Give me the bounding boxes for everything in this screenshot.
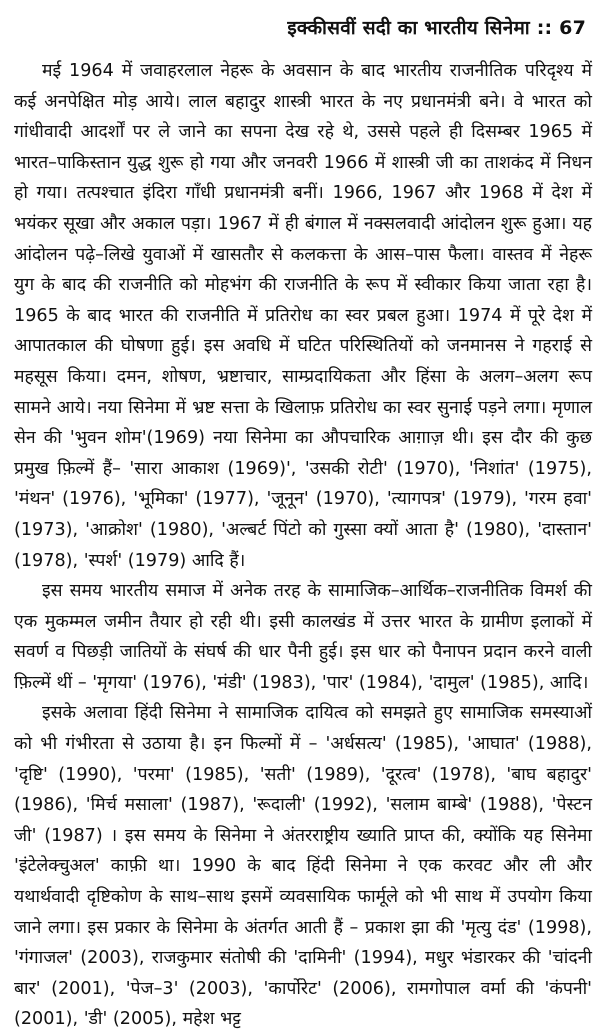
paragraph-social-issues-cinema: इसके अलावा हिंदी सिनेमा ने सामाजिक दायित्व को समझते हुए सामाजिक समस्याओं को भी गंभीरता से उठाया है। इन फिल्मों में – 'अर्धसत्य' (1985), 'आघात' (1988), 'दृष्टि' (1990), 'परमा' (1985), 'सती' (1989), 'दूरत्व' (1978), 'बाघ बहादुर' (1986), 'मिर्च मसाला' (1987), 'रूदाली' (1992), 'सलाम बाम्बे' (1988), 'पेस्टन जी' (1987) । इस समय के सिनेमा ने अंतरराष्ट्रीय ख्याति प्राप्त की, क्योंकि यह सिनेमा 'इंटेलेक्चुअल' काफ़ी था। 1990 के बाद हिंदी सिनेमा ने एक करवट और ली और यथार्थवादी दृष्टिकोण के साथ–साथ इसमें व्यवसायिक फार्मूले को भी साथ में उपयोग किया जाने लगा। इस प्रकार के सिनेमा के अंतर्गत आती हैं – प्रकाश झा की 'मृत्यु दंड' (1998), 'गंगाजल' (2003), राजकुमार संतोषी की 'दामिनी' (1994), मधुर भंडारकर की 'चांदनी बार' (2001), 'पेज–3' (2003), 'कार्पोरेट' (2006), रामगोपाल वर्मा की 'कंपनी' (2001), 'डी' (2005), महेश भट्ट — [14, 703, 592, 1030]
paragraph-political-context: मई 1964 में जवाहरलाल नेहरू के अवसान के बाद भारतीय राजनीतिक परिदृश्य में कई अनपेक्षित मोड़ आये। लाल बहादुर शास्त्री भारत के नए प्रधानमंत्री बने। वे भारत को गांधीवादी आदर्शों पर ले जाने का सपना देख रहे थे, उससे पहले ही दिसम्बर 1965 में भारत–पाकिस्तान युद्ध शुरू हो गया और जनवरी 1966 में शास्त्री जी का ताशकंद में निधन हो गया। तत्पश्चात इंदिरा गाँधी प्रधानमंत्री बनीं। 1966, 1967 और 1968 में देश में भयंकर सूखा और अकाल पड़ा। 1967 में ही बंगाल में नक्सलवादी आंदोलन शुरू हुआ। यह आंदोलन पढ़े–लिखे युवाओं में खासतौर से कलकत्ता के आस–पास फैला। वास्तव में नेहरू युग के बाद की राजनीति को मोहभंग की राजनीति के रूप में स्वीकार किया जाता रहा है। 1965 के बाद भारत की राजनीति में प्रतिरोध का स्वर प्रबल हुआ। 1974 में पूरे देश में आपातकाल की घोषणा हुई। इस अवधि में घटित परिस्थितियों को जनमानस ने गहराई से महसूस किया। दमन, शोषण, भ्रष्टाचार, साम्प्रदायिकता और हिंसा के अलग–अलग रूप सामने आये। नया सिनेमा में भ्रष्ट सत्ता के खिलाफ़ प्रतिरोध का स्वर सुनाई पड़ने लगा। मृणाल सेन की 'भुवन शोम'(1969) नया सिनेमा का औपचारिक आग़ाज़ थी। इस दौर की कुछ प्रमुख फ़िल्में हैं– 'सारा आकाश (1969)', 'उसकी रोटी' (1970), 'निशांत' (1975), 'मंथन' (1976), 'भूमिका' (1977), 'जूनून' (1970), 'त्यागपत्र' (1979), 'गरम हवा' (1973), 'आक्रोश' (1980), 'अल्बर्ट पिंटो को गुस्सा क्यों आता है' (1980), 'दास्तान' (1978), 'स्पर्श' (1979) आदि हैं। — [14, 61, 592, 571]
paragraph-social-discourse: इस समय भारतीय समाज में अनेक तरह के सामाजिक–आर्थिक–राजनीतिक विमर्श की एक मुकम्मल जमीन तैयार हो रही थी। इसी कालखंड में उत्तर भारत के ग्रामीण इलाकों में सवर्ण व पिछड़ी जातियों के संघर्ष की धार पैनी हुई। इस धार को पैनापन प्रदान करने वाली फ़िल्में थीं – 'मृगया' (1976), 'मंडी' (1983), 'पार' (1984), 'दामुल' (1985), आदि। — [14, 581, 592, 693]
running-header: इक्कीसवीं सदी का भारतीय सिनेमा :: 67 — [287, 17, 586, 39]
body-text — [14, 56, 592, 1035]
